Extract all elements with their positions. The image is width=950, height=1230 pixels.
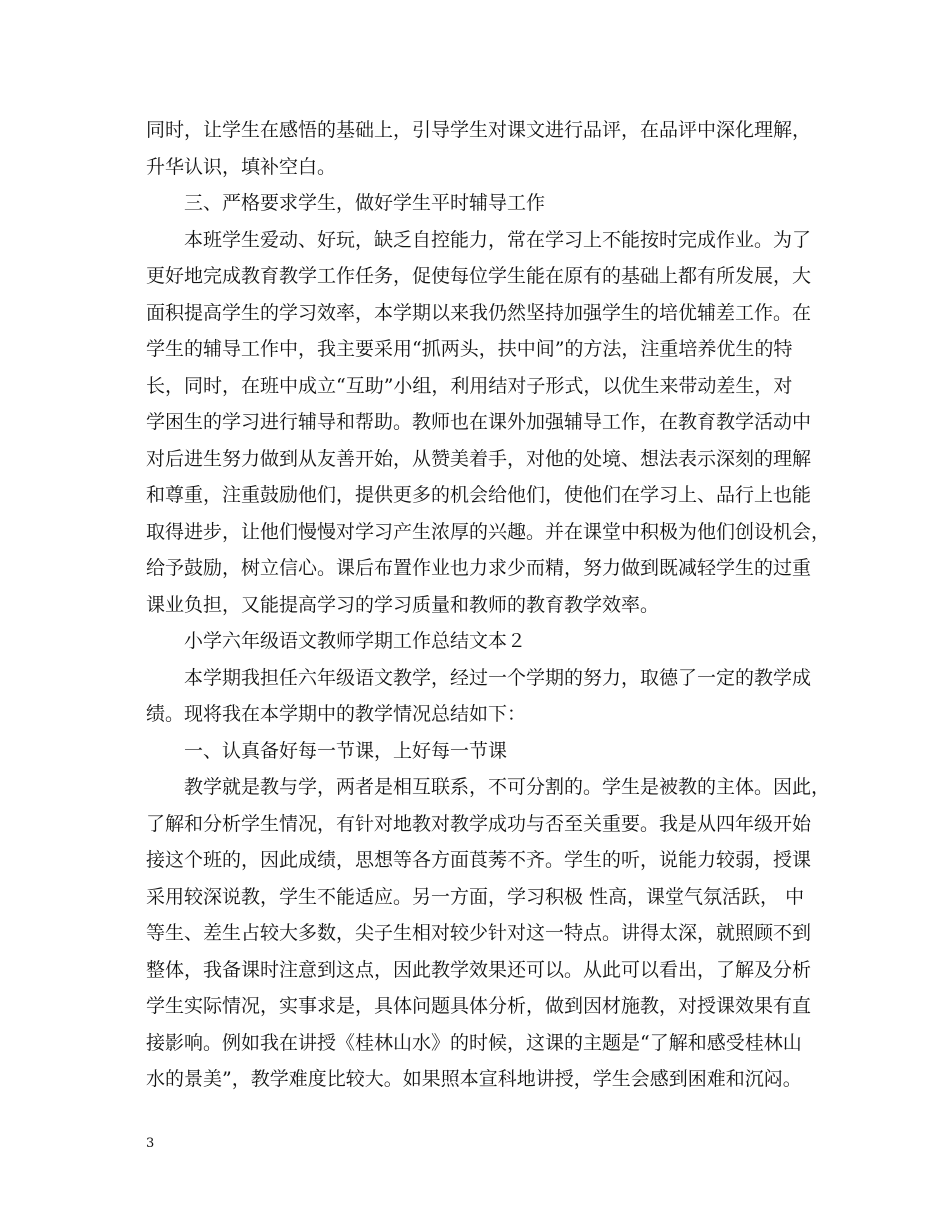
text-line: 接影响。例如我在讲授《桂林山水》的时候，这课的主题是“了解和感受桂林山 bbox=[146, 1031, 802, 1054]
text-line: 本班学生爱动、好玩，缺乏自控能力，常在学习上不能按时完成作业。为了 bbox=[184, 228, 812, 251]
text-line: 课业负担，又能提高学习的学习质量和教师的教育教学效率。 bbox=[146, 593, 660, 616]
text-line: 本学期我担任六年级语文教学，经过一个学期的努力，取德了一定的教学成 bbox=[184, 666, 812, 689]
text-line: 学生实际情况，实事求是，具体问题具体分析，做到因材施教，对授课效果有直 bbox=[146, 995, 812, 1017]
text-line: 长，同时，在班中成立“互助”小组，利用结对子形式，以优生来带动差生，对 bbox=[146, 374, 793, 397]
text-line: 面积提高学生的学习效率，本学期以来我仍然坚持加强学生的培优辅差工作。在 bbox=[146, 301, 812, 324]
text-line: 小学六年级语文教师学期工作总结文本２ bbox=[184, 630, 527, 652]
text-line: 一、认真备好每一节课，上好每一节课 bbox=[184, 739, 508, 762]
text-line: 对后进生努力做到从友善开始，从赞美着手，对他的处境、想法表示深刻的理解 bbox=[146, 447, 812, 470]
text-line: 采用较深说教，学生不能适应。另一方面，学习积极 性高，课堂气氛活跃， 中 bbox=[146, 885, 805, 908]
text-line: 绩。现将我在本学期中的教学情况总结如下： bbox=[146, 703, 527, 725]
text-line: 升华认识，填补空白。 bbox=[146, 155, 337, 178]
text-line: 和尊重，注重鼓励他们，提供更多的机会给他们，使他们在学习上、品行上也能 bbox=[146, 484, 812, 506]
text-line: 给予鼓励，树立信心。课后布置作业也力求少而精，努力做到既减轻学生的过重 bbox=[146, 557, 812, 579]
text-line: 更好地完成教育教学工作任务，促使每位学生能在原有的基础上都有所发展，大 bbox=[146, 265, 812, 287]
text-line: 教学就是教与学，两者是相互联系，不可分割的。学生是被教的主体。因此， bbox=[184, 776, 831, 798]
text-line: 取得进步，让他们慢慢对学习产生浓厚的兴趣。并在课堂中积极为他们创设机会， bbox=[146, 520, 831, 543]
page-number: 3 bbox=[146, 1136, 155, 1151]
text-line: 接这个班的，因此成绩，思想等各方面莨莠不齐。学生的听，说能力较弱，授课 bbox=[146, 849, 812, 871]
text-line: 水的景美”，教学难度比较大。如果照本宣科地讲授，学生会感到困难和沉闷。 bbox=[146, 1068, 802, 1090]
text-line: 整体，我备课时注意到这点，因此教学效果还可以。从此可以看出，了解及分析 bbox=[146, 958, 812, 981]
text-line: 等生、差生占较大多数，尖子生相对较少针对这一特点。讲得太深，就照顾不到 bbox=[146, 922, 812, 944]
text-line: 学生的辅导工作中，我主要采用“抓两头，扶中间”的方法，注重培养优生的特 bbox=[146, 338, 793, 360]
document-body bbox=[146, 112, 831, 1098]
text-line: 同时，让学生在感悟的基础上，引导学生对课文进行品评，在品评中深化理解， bbox=[146, 119, 812, 141]
text-line: 三、严格要求学生，做好学生平时辅导工作 bbox=[184, 192, 546, 214]
text-line: 学困生的学习进行辅导和帮助。教师也在课外加强辅导工作，在教育教学活动中 bbox=[146, 411, 812, 433]
text-line: 了解和分析学生情况，有针对地教对教学成功与否至关重要。我是从四年级开始 bbox=[146, 812, 812, 835]
